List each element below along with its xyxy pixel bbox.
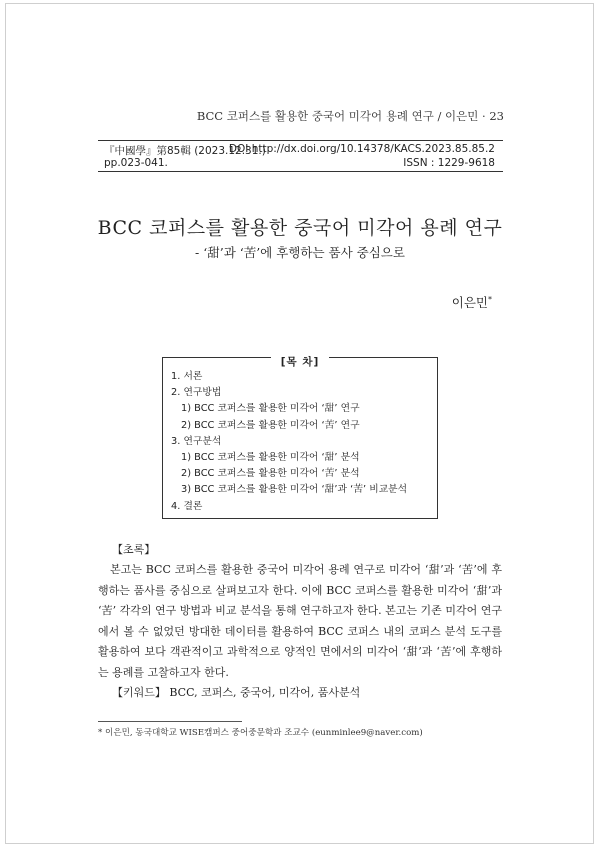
author-footnote-mark: * (488, 294, 492, 304)
toc-title (0, 350, 600, 369)
abstract-text: 본고는 BCC 코퍼스를 활용한 중국어 미각어 용례 연구로 미각어 ‘甜’과 ‘苦’에 후행하는 품사를 중심으로 살펴보고자 한다. 이에 BCC 코퍼스를 활용한 미각어 ‘甜’과 ‘苦’ 각각의 연구 방법과 비교 분석을 통해 연구하고자 한다. 본고는 기존 미각어 연구에서 볼 수 없었던 방대한 데이터를 활용하여 BCC 코퍼스 내의 코퍼스 분석 도구를 활용하여 보다 객관적이고 과학적으로 양적인 면에서의 미각어 ‘甜’과 ‘苦’에 후행하는 용례를 고찰하고자 한다. (98, 563, 502, 679)
toc-subitem: 1) BCC 코퍼스를 활용한 미각어 ‘甜’ 연구 (181, 403, 360, 415)
publication-meta (98, 140, 503, 172)
author-footnote: * 이은민, 동국대학교 WISE캠퍼스 중어중문학과 조교수 (eunminlee9@naver.com) (98, 728, 423, 738)
footnote-rule (98, 721, 242, 722)
toc-title-label: [목 차] (271, 356, 330, 368)
toc-list (171, 369, 407, 515)
toc-item: 4. 결론 (171, 500, 203, 512)
toc-subitem: 1) BCC 코퍼스를 활용한 미각어 ‘甜’ 분석 (181, 451, 360, 463)
keywords: 【키워드】 BCC, 코퍼스, 중국어, 미각어, 품사분석 (112, 686, 361, 699)
author-name: 이은민 (451, 295, 488, 310)
issn: ISSN : 1229-9618 (403, 157, 495, 169)
toc-item: 1. 서론 (171, 371, 203, 382)
toc-item: 2. 연구방법 (171, 387, 222, 399)
journal-citation: 『中國學』第85輯 (2023.12.31.) (104, 145, 266, 157)
author (452, 293, 492, 311)
toc-subitem: 3) BCC 코퍼스를 활용한 미각어 ‘甜’과 ‘苦’ 비교분석 (181, 484, 408, 496)
paper-subtitle: - ‘甜’과 ‘苦’에 후행하는 품사 중심으로 (195, 245, 405, 260)
abstract-heading: 【초록】 (112, 543, 156, 556)
toc-subitem: 2) BCC 코퍼스를 활용한 미각어 ‘苦’ 분석 (181, 468, 360, 480)
doi-link[interactable]: DOI http://dx.doi.org/10.14378/KACS.2023.85.85.2 (228, 143, 495, 155)
paper-title: BCC 코퍼스를 활용한 중국어 미각어 용례 연구 (97, 217, 503, 239)
page-range: pp.023-041. (104, 157, 168, 169)
running-head: BCC 코퍼스를 활용한 중국어 미각어 용례 연구 / 이은민 · 23 (196, 109, 504, 123)
toc-item: 3. 연구분석 (171, 435, 222, 447)
toc-subitem: 2) BCC 코퍼스를 활용한 미각어 ‘苦’ 연구 (181, 419, 360, 431)
